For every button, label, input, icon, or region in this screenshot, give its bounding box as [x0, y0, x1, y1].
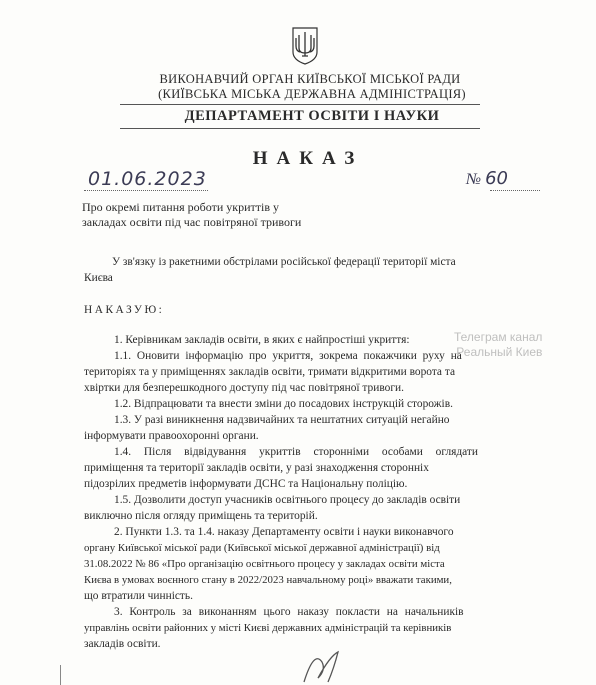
org-name-line1: ВИКОНАВЧИЙ ОРГАН КИЇВСЬКОЇ МІСЬКОЇ РАДИ — [159, 72, 461, 86]
watermark-line2: Реальный Киев — [456, 345, 543, 359]
watermark — [454, 330, 542, 360]
body-line: 1.5. Дозволити доступ учасників освітнього процесу до закладів освіти — [114, 494, 461, 506]
body-line: виключно після огляду приміщень та територій. — [84, 510, 318, 522]
body-line: управлінь освіти районних у місті Києві державних адміністрацій та керівників — [84, 622, 452, 634]
subject-line1: Про окремі питання роботи укриттів у — [82, 200, 280, 214]
number-value: 60 — [485, 168, 508, 189]
body-line: 1. Керівникам закладів освіти, в яких є найпростіші укриття: — [114, 334, 410, 346]
body-line: 31.08.2022 № 86 «Про організацію освітнього процесу у закладах освіти міста — [84, 558, 445, 570]
signature-icon — [300, 648, 350, 684]
body-line: що втратили чинність. — [84, 590, 193, 602]
number-prefix: № — [466, 171, 482, 188]
body-line: 1.1. Оновити інформацію про укриття, зокрема покажчики руху на — [114, 350, 462, 362]
document-number — [466, 168, 508, 189]
document-date: 01.06.2023 — [88, 168, 207, 190]
body-line: територіях та у приміщеннях закладів освіти, тримати відкритими ворота та — [84, 366, 456, 378]
body-line: 2. Пункти 1.3. та 1.4. наказу Департаменту освіти і науки виконавчого — [114, 526, 454, 538]
body-line: приміщення та території закладів освіти, у разі знаходження сторонніх — [84, 462, 429, 474]
body-line: Києва в умовах воєнного стану в 2022/2023 навчальному році» вважати такими, — [84, 574, 452, 586]
order-word: НАКАЗУЮ: — [84, 304, 165, 316]
subject-line2: закладах освіти під час повітряної тривоги — [82, 215, 302, 229]
header-rule-top — [120, 104, 480, 105]
date-underline — [84, 190, 208, 191]
department-title: ДЕПАРТАМЕНТ ОСВІТИ І НАУКИ — [184, 108, 440, 124]
org-name-line2: (КИЇВСЬКА МІСЬКА ДЕРЖАВНА АДМІНІСТРАЦІЯ) — [158, 87, 466, 101]
body-line: 1.4. Після відвідування укриттів сторонніми особами оглядати — [114, 446, 479, 458]
body-line: органу Київської міської ради (Київської міської державної адміністрації) від — [84, 542, 440, 554]
preamble-line2: Києва — [84, 272, 113, 284]
body-line: 1.3. У разі виникнення надзвичайних та нештатних ситуацій негайно — [114, 414, 450, 426]
body-line: 1.2. Відпрацювати та внести зміни до посадових інструкцій сторожів. — [114, 398, 453, 410]
header-rule-bottom — [120, 128, 480, 129]
body-line: закладів освіти. — [84, 638, 161, 650]
body-line: інформувати правоохоронні органи. — [84, 430, 259, 442]
trident-emblem-icon — [290, 26, 320, 66]
body-line: хвіртки для безперешкодного доступу під час повітряної тривоги. — [84, 382, 404, 394]
number-underline — [490, 190, 540, 191]
margin-mark — [60, 665, 62, 685]
body-line: підозрілих предметів інформувати ДСНС та Національну поліцію. — [84, 478, 408, 490]
watermark-line1: Телеграм канал — [454, 330, 543, 344]
body-line: 3. Контроль за виконанням цього наказу покласти на начальників — [114, 606, 464, 618]
preamble-line1: У зв'язку із ракетними обстрілами російської федерації території міста — [112, 256, 456, 268]
document-type-title: НАКАЗ — [252, 148, 364, 169]
